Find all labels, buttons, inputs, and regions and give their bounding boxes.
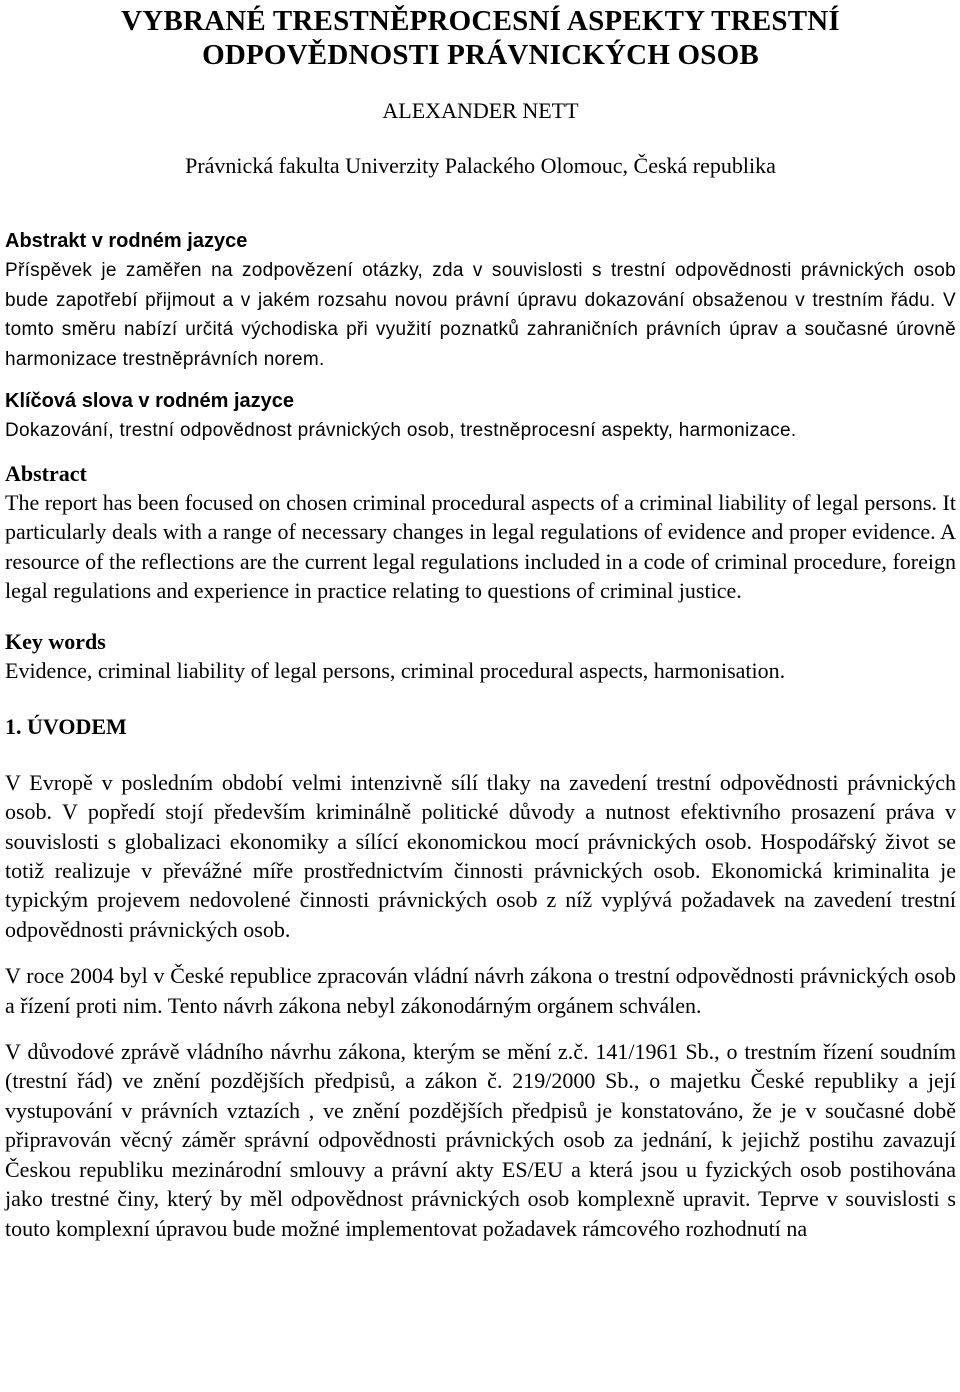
paper-title-line-2: ODPOVĚDNOSTI PRÁVNICKÝCH OSOB [202,39,759,71]
abstract-en-heading: Abstract [5,460,87,486]
keywords-native-heading: Klíčová slova v rodném jazyce [5,390,295,413]
abstract-native-heading: Abstrakt v rodném jazyce [5,230,248,252]
keywords-en-text: Evidence, criminal liability of legal persons, criminal procedural aspects, harmonisation. [5,658,786,684]
paper-title [5,4,956,72]
keywords-en-heading: Key words [5,629,106,655]
document-page [5,0,956,1243]
author-affiliation: Právnická fakulta Univerzity Palackého Olomouc, Česká republika [185,153,776,178]
intro-heading: 1. ÚVODEM [5,713,127,739]
intro-paragraph-2: V roce 2004 byl v České republice zpracován vládní návrh zákona o trestní odpovědnosti právnických osob a řízení proti nim. Tento návrh zákona nebyl zákonodárným orgánem schválen. [5,963,956,1018]
keywords-native-section [5,387,956,445]
keywords-en-section [5,627,956,685]
keywords-native-text: Dokazování, trestní odpovědnost právnických osob, trestněprocesní aspekty, harmonizace. [5,420,797,442]
intro-paragraph-3: V důvodové zprávě vládního návrhu zákona, kterým se mění z.č. 141/1961 Sb., o trestním řízení soudním (trestní řád) ve znění pozdějších předpisů, a zákon č. 219/2000 Sb., o majetku České republiky a její vystupování v právních vztazích , ve znění pozdějších předpisů je konstatováno, že je v současné době připravován věcný záměr správní odpovědnosti právnických osob za jednání, k jejichž postihu zavazují Českou republiku mezinárodní smlouvy a právní akty ES/EU a která jsou u fyzických osob postihována jako trestné činy, který by měl odpovědnost právnických osob komplexně upravit. Teprve v souvislosti s touto komplexní úpravou bude možné implementovat požadavek rámcového rozhodnutí na [5,1039,956,1241]
abstract-native-text: Příspěvek je zaměřen na zodpovězení otázky, zda v souvislosti s trestní odpovědnosti právnických osob bude zapotřebí přijmout a v jakém rozsahu novou právní úpravu dokazování obsaženou v trestním řádu. V tomto směru nabízí určitá východiska při využití poznatků zahraničních právních úprav a současné úrovně harmonizace trestněprávních norem. [5,260,956,370]
abstract-native-section [5,227,956,374]
abstract-en-section [5,459,956,606]
author-name: ALEXANDER NETT [382,98,579,123]
intro-paragraph-1: V Evropě v posledním období velmi intenzivně sílí tlaky na zavedení trestní odpovědnosti právnických osob. V popředí stojí především kriminálně politické důvody a nutnost efektivního prosazení práva v souvislosti s globalizaci ekonomiky a sílící ekonomickou mocí právnických osob. Hospodářský život se totiž realizuje v převážné míře prostřednictvím činnosti právnických osob. Ekonomická kriminalita je typickým projevem nedovolené činnosti právnických osob z níž vyplývá požadavek na zavedení trestní odpovědnosti právnických osob. [5,769,956,942]
paper-title-line-1: VYBRANÉ TRESTNĚPROCESNÍ ASPEKTY TRESTNÍ [121,5,840,37]
abstract-en-text: The report has been focused on chosen criminal procedural aspects of a criminal liability of legal persons. It particularly deals with a range of necessary changes in legal regulations of evidence and proper evidence. A resource of the reflections are the current legal regulations included in a code of criminal procedure, foreign legal regulations and experience in practice relating to questions of criminal justice. [5,489,956,603]
